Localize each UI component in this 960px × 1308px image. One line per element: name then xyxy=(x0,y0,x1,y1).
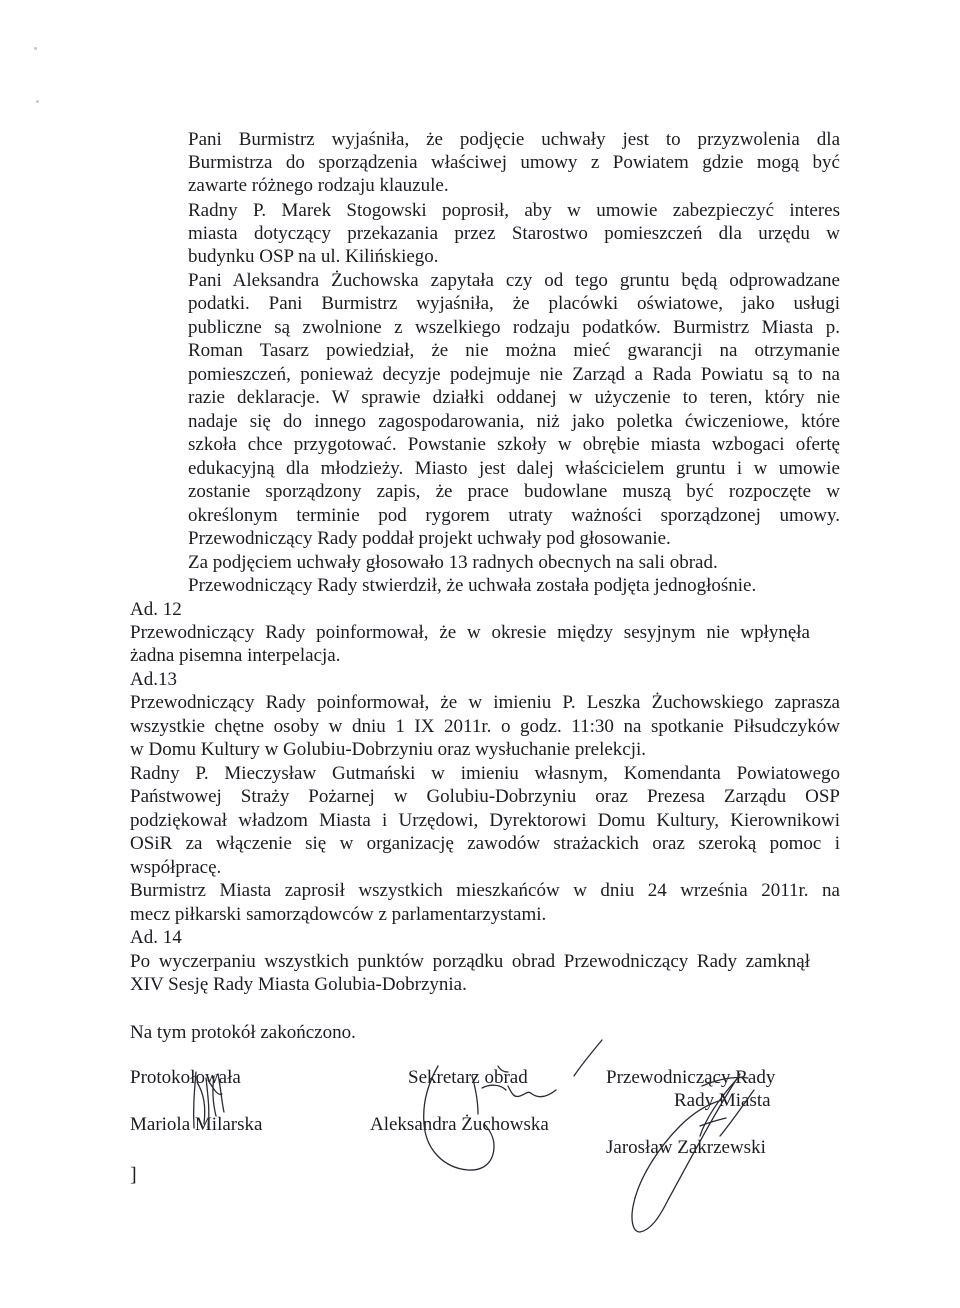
bracket-mark: ] xyxy=(130,1164,137,1186)
text-line: Państwowej Straży Pożarnej w Golubiu-Dobrzyniu oraz Prezesa Zarządu OSP xyxy=(130,786,840,807)
signature-name-chairman: Jarosław Zakrzewski xyxy=(606,1137,766,1158)
text-line: mecz piłkarski samorządowców z parlamentarzystami. xyxy=(130,904,547,925)
signature-name-secretary: Aleksandra Żuchowska xyxy=(370,1114,549,1135)
text-line: Burmistrza do sporządzenia właściwej umowy z Powiatem gdzie mogą być xyxy=(188,152,840,173)
text-line: Radny P. Mieczysław Gutmański w imieniu własnym, Komendanta Powiatowego xyxy=(130,763,840,784)
text-line: nadaje się do innego zagospodarowania, niż jako poletka ćwiczeniowe, które xyxy=(188,411,840,432)
text-line: miasta dotyczący przekazania przez Starostwo pomieszczeń dla urzędu w xyxy=(188,223,840,244)
signature-role-recorder: Protokołowała xyxy=(130,1067,241,1088)
section-heading: Ad. 12 xyxy=(130,599,182,620)
text-line: Za podjęciem uchwały głosowało 13 radnych obecnych na sali obrad. xyxy=(188,552,718,573)
text-line: budynku OSP na ul. Kilińskiego. xyxy=(188,246,439,267)
text-line: OSiR za włączenie się w organizację zawodów strażackich oraz szeroką pomoc i xyxy=(130,833,840,854)
section-heading: Ad. 14 xyxy=(130,927,182,948)
text-line: Radny P. Marek Stogowski poprosił, aby w umowie zabezpieczyć interes xyxy=(188,200,840,221)
text-line: Przewodniczący Rady poddał projekt uchwały pod głosowanie. xyxy=(188,528,671,549)
text-line: szkoła chce przygotować. Powstanie szkoły w obrębie miasta wzbogaci ofertę xyxy=(188,434,840,455)
closing-line: Na tym protokół zakończono. xyxy=(130,1022,356,1043)
text-line: edukacyjną dla młodzieży. Miasto jest dalej właścicielem gruntu i w umowie xyxy=(188,458,840,479)
text-line: wszystkie chętne osoby w dniu 1 IX 2011r. o godz. 11:30 na spotkanie Piłsudczyków xyxy=(130,716,840,737)
text-line: żadna pisemna interpelacja. xyxy=(130,645,341,666)
text-line: zostanie sporządzony zapis, że prace budowlane muszą być rozpoczęte w xyxy=(188,481,840,502)
signature-role-secretary: Sekretarz obrad xyxy=(408,1067,528,1088)
text-line: publiczne są zwolnione z wszelkiego rodzaju podatków. Burmistrz Miasta p. xyxy=(188,317,840,338)
text-line: podziękował władzom Miasta i Urzędowi, Dyrektorowi Domu Kultury, Kierownikowi xyxy=(130,810,840,831)
text-line: Przewodniczący Rady poinformował, że w imieniu P. Leszka Żuchowskiego zaprasza xyxy=(130,692,840,713)
text-line: Pani Burmistrz wyjaśniła, że podjęcie uchwały jest to przyzwolenia dla xyxy=(188,129,840,150)
text-line: w Domu Kultury w Golubiu-Dobrzyniu oraz wysłuchanie prelekcji. xyxy=(130,739,647,760)
signature-role-chairman-2: Rady Miasta xyxy=(674,1090,771,1111)
text-line: zawarte różnego rodzaju klauzule. xyxy=(188,175,449,196)
scan-speck xyxy=(34,47,37,50)
signature-role-chairman: Przewodniczący Rady xyxy=(606,1067,776,1088)
signature-name-recorder: Mariola Milarska xyxy=(130,1114,263,1135)
text-line: podatki. Pani Burmistrz wyjaśniła, że placówki oświatowe, jako usługi xyxy=(188,293,840,314)
scan-speck xyxy=(36,100,39,103)
text-line: pomieszczeń, ponieważ decyzje podejmuje nie Zarząd a Rada Powiatu są to na xyxy=(188,364,840,385)
text-line: Przewodniczący Rady stwierdził, że uchwała została podjęta jednogłośnie. xyxy=(188,575,757,596)
text-line: Roman Tasarz powiedział, że nie można mieć gwarancji na otrzymanie xyxy=(188,340,840,361)
text-line: Pani Aleksandra Żuchowska zapytała czy od tego gruntu będą odprowadzane xyxy=(188,270,840,291)
text-line: Po wyczerpaniu wszystkich punktów porządku obrad Przewodniczący Rady zamknął xyxy=(130,951,810,972)
text-line: Przewodniczący Rady poinformował, że w okresie między sesyjnym nie wpłynęła xyxy=(130,622,810,643)
text-line: razie deklaracje. W sprawie działki oddanej w użyczenie to teren, który nie xyxy=(188,387,840,408)
signature-stroke-secretary xyxy=(574,1040,602,1076)
text-line: XIV Sesję Rady Miasta Golubia-Dobrzynia. xyxy=(130,974,467,995)
section-heading: Ad.13 xyxy=(130,669,177,690)
text-line: Burmistrz Miasta zaprosił wszystkich mieszkańców w dniu 24 września 2011r. na xyxy=(130,880,840,901)
text-line: współpracę. xyxy=(130,857,222,878)
text-line: określonym terminie pod rygorem utraty ważności sporządzonej umowy. xyxy=(188,505,840,526)
